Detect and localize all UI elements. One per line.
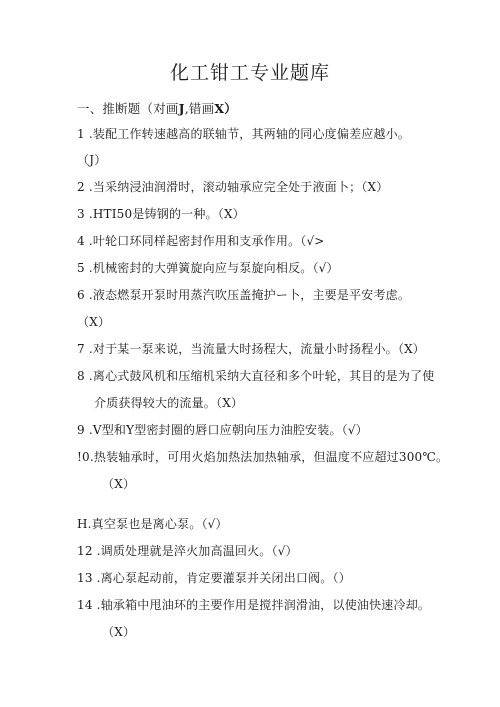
question-1: 1 .装配工作转速越高的联轴节，其两轴的同心度偏差应越小。 <box>77 127 411 141</box>
section-heading-middle: ,错画 <box>184 101 215 116</box>
document-title: 化工钳工专业题库 <box>169 62 330 84</box>
question-6: 6 .液态燃泵开泵时用蒸汽吹压盖掩护ー卜，主要是平安考虑。 <box>77 288 411 302</box>
question-3: 3 .HTI50是铸钢的一种。（X） <box>77 207 245 221</box>
question-8-continuation: 介质获得较大的流量。（X） <box>94 396 244 410</box>
section-heading-prefix: 一、推断题（对画 <box>77 101 179 116</box>
question-14: 14 .轴承箱中甩油环的主要作用是搅拌润滑油，以使油快速冷却。 <box>77 598 431 612</box>
section-heading-mark-false: X） <box>214 101 237 116</box>
question-4: 4 .叶轮口环同样起密封作用和支承作用。（√> <box>77 234 325 248</box>
question-6-answer: （X） <box>77 315 111 329</box>
question-13: 13 .离心泵起动前，肯定要灌泵并关闭出口阀。（） <box>77 571 351 585</box>
question-7: 7 .对于某一泵来说，当流量大时扬程大，流量小时扬程小。（X） <box>77 342 426 356</box>
question-10: !0.热装轴承时，可用火焰加热法加热轴承，但温度不应超过300℃。 <box>77 450 449 464</box>
question-1-answer: （J） <box>77 153 107 167</box>
section-heading <box>77 101 237 117</box>
question-2: 2 .当采纳浸油润滑时，滚动轴承应完全处于液面卜；（X） <box>77 180 389 194</box>
question-5: 5 .机械密封的大弹簧旋向应与泵旋向相反。（√） <box>77 261 339 275</box>
question-9: 9 .V型和Y型密封圈的唇口应朝向压力油腔安装。（√） <box>77 423 368 437</box>
question-12: 12 .调质处理就是淬火加高温回火。（√） <box>77 544 298 558</box>
section-heading-mark-true: J <box>178 101 185 116</box>
question-14-answer: （X） <box>102 625 136 639</box>
question-8: 8 .离心式鼓风机和压缩机采纳大直径和多个叶轮，其目的是为了使 <box>77 369 435 383</box>
question-10-answer: （X） <box>102 477 136 491</box>
question-11: H.真空泵也是离心泵。（√） <box>77 517 228 531</box>
